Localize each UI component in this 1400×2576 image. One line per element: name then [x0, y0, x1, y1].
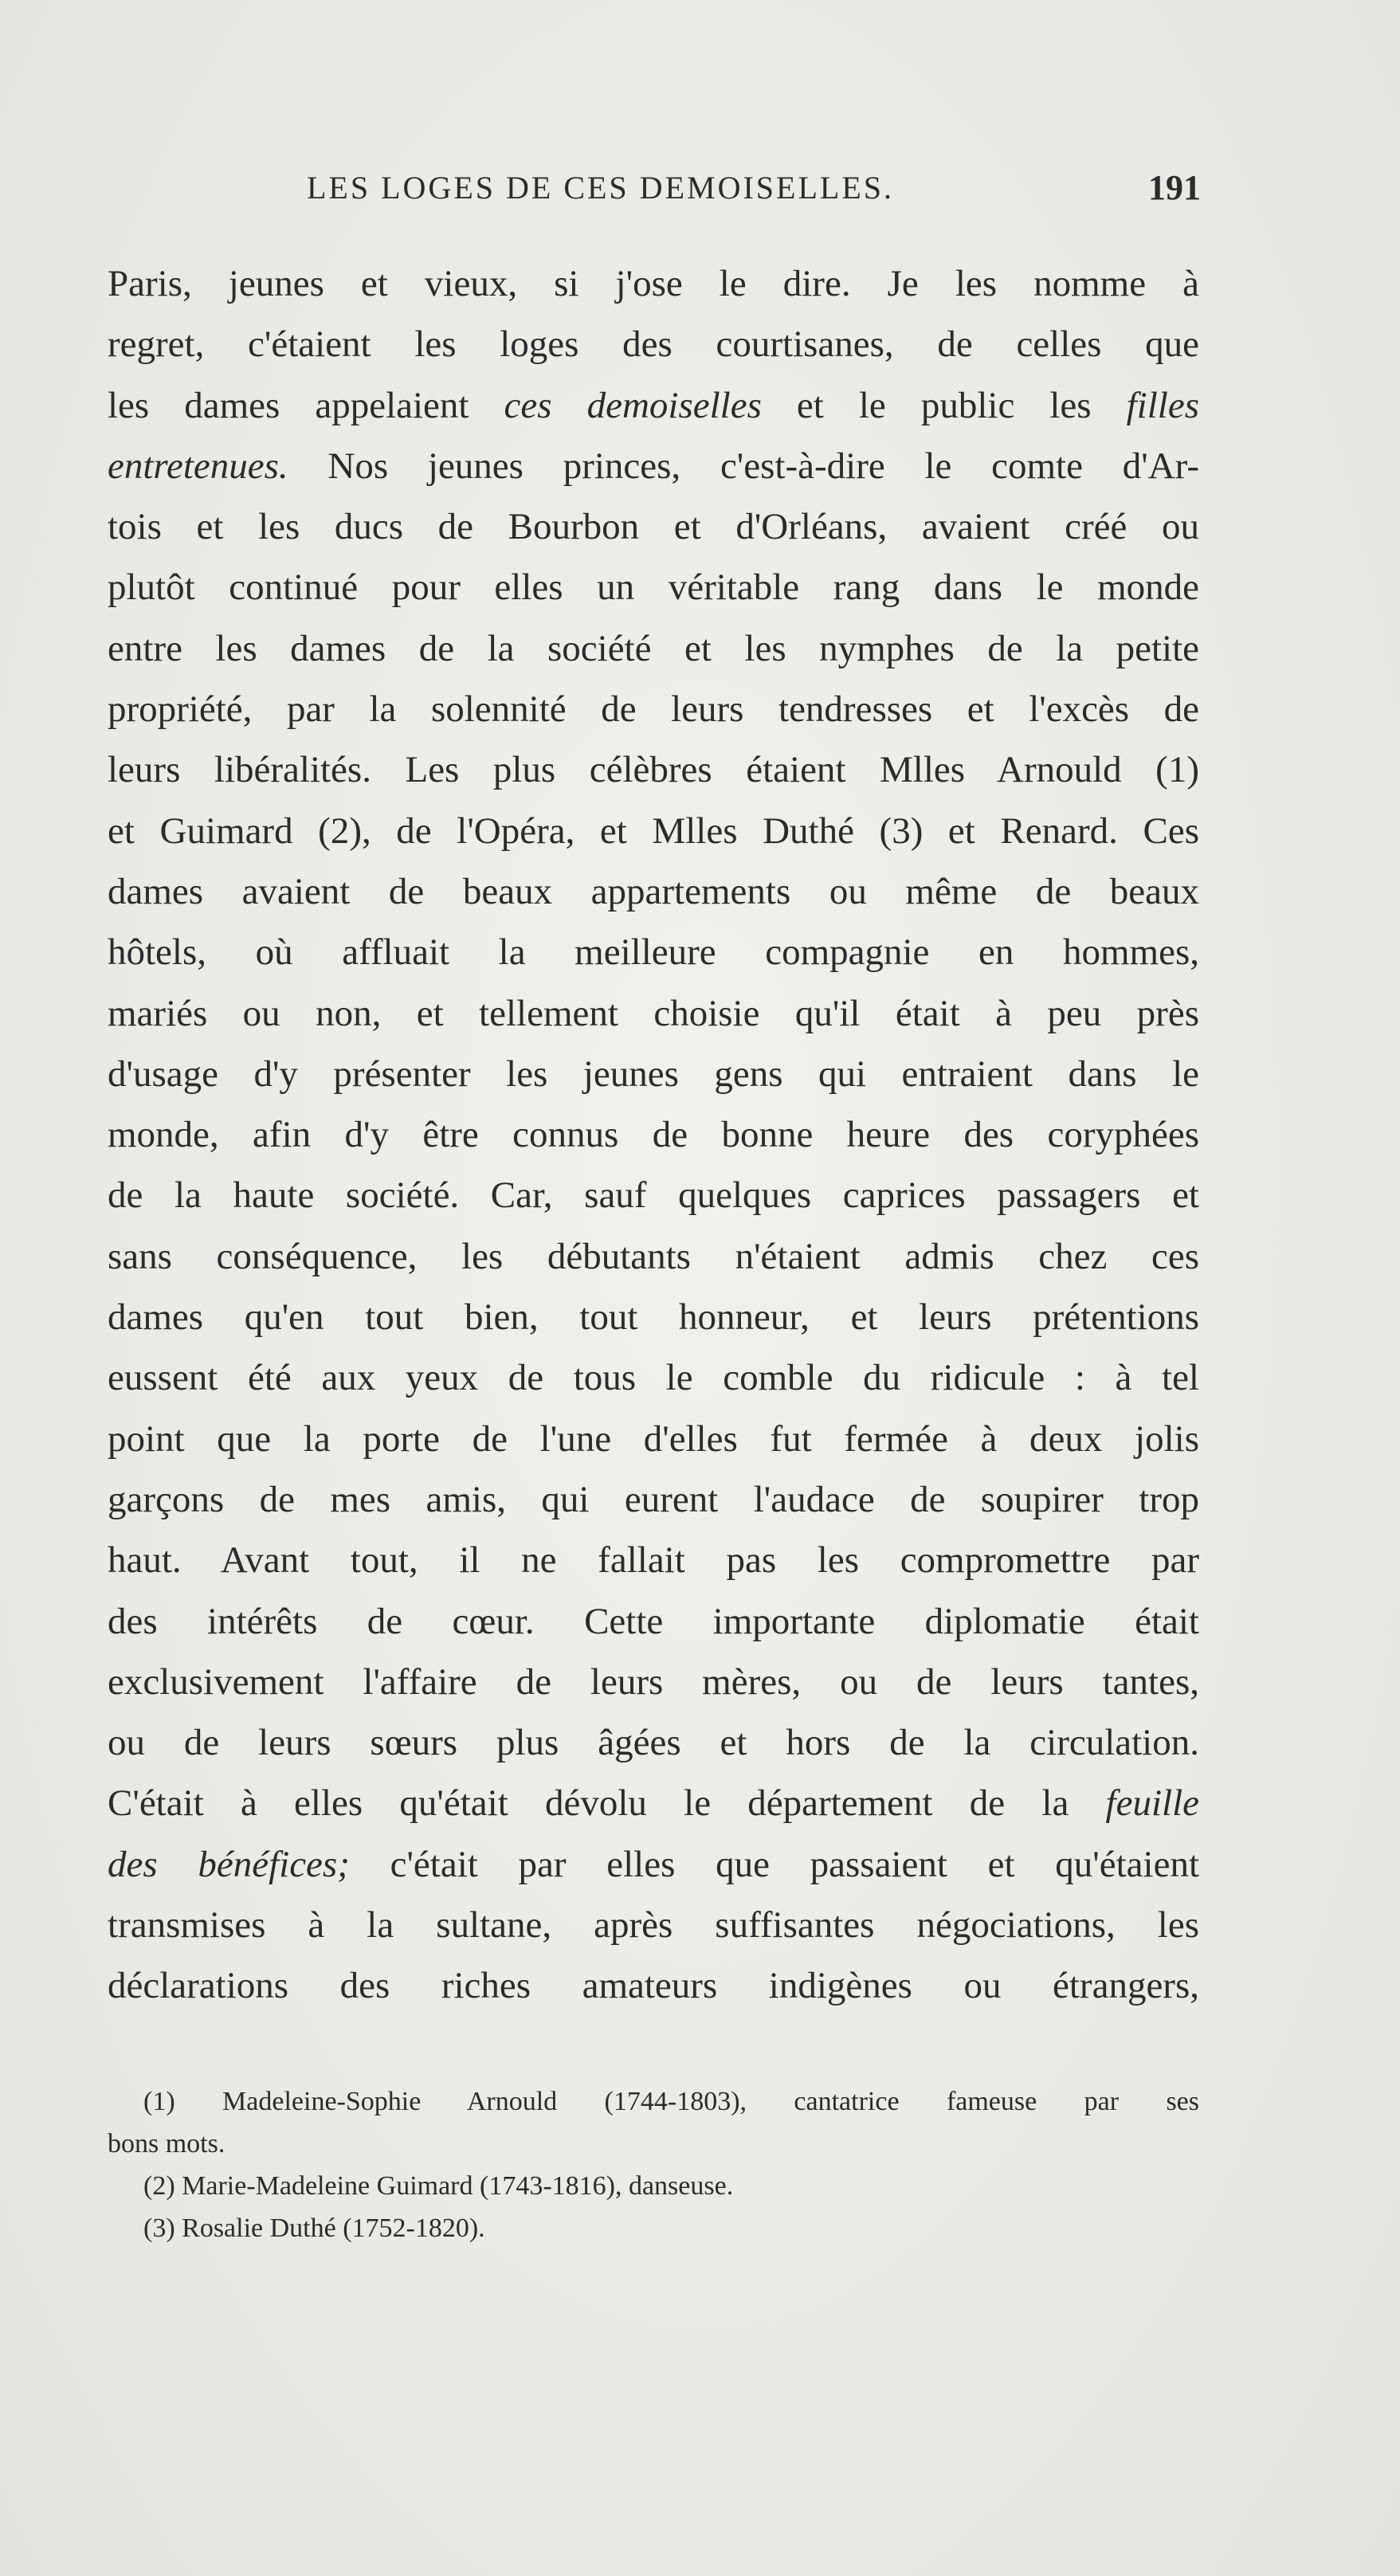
- footnote-2: (2) Marie-Madeleine Guimard (1743-1816), danseuse.: [143, 2171, 734, 2201]
- text-line: [108, 1347, 1199, 1408]
- text-segment: exclusivement l'affaire de leurs mères, ou de leurs tantes,: [108, 1660, 1199, 1703]
- text-line: [108, 1226, 1199, 1287]
- text-line: [108, 1044, 1199, 1104]
- text-segment: d'usage d'y présenter les jeunes gens qui entraient dans le: [108, 1053, 1199, 1095]
- footnotes: [108, 2081, 1199, 2250]
- page-number: 191: [1148, 168, 1201, 207]
- text-line: [108, 1773, 1199, 1833]
- text-line: [108, 983, 1199, 1044]
- text-segment: propriété, par la solennité de leurs tendresses et l'excès de: [108, 688, 1199, 731]
- text-segment: garçons de mes amis, qui eurent l'audace de soupirer trop: [108, 1478, 1199, 1520]
- text-segment: sans conséquence, les débutants n'étaient admis chez ces: [108, 1235, 1199, 1277]
- text-line: [108, 1104, 1199, 1165]
- italic-text: filles: [1126, 384, 1199, 426]
- text-segment: c'était par elles que passaient et qu'étaient: [349, 1843, 1200, 1885]
- italic-text: entretenues.: [108, 445, 288, 487]
- text-line: [108, 922, 1199, 982]
- footnote-3: (3) Rosalie Duthé (1752-1820).: [143, 2213, 485, 2243]
- text-line: [108, 1712, 1199, 1773]
- italic-text: ces demoiselles: [504, 384, 762, 426]
- text-segment: de la haute société. Car, sauf quelques caprices passagers et: [108, 1174, 1199, 1217]
- text-line: [108, 253, 1199, 314]
- text-segment: mariés ou non, et tellement choisie qu'il était à peu près: [108, 992, 1199, 1034]
- text-line: [108, 557, 1199, 618]
- text-segment: tois et les ducs de Bourbon et d'Orléans, avaient créé ou: [108, 506, 1199, 548]
- text-line: [108, 1287, 1199, 1347]
- text-segment: transmises à la sultane, après suffisantes négociations, les: [108, 1904, 1199, 1947]
- text-segment: monde, afin d'y être connus de bonne heure des coryphées: [108, 1114, 1199, 1156]
- body-text: [108, 253, 1199, 2017]
- text-segment: ou de leurs sœurs plus âgées et hors de la circulation.: [108, 1722, 1199, 1764]
- text-segment: entre les dames de la société et les nymphes de la petite: [108, 627, 1199, 669]
- text-line: [108, 1652, 1199, 1712]
- text-segment: dames avaient de beaux appartements ou même de beaux: [108, 870, 1199, 912]
- italic-text: feuille: [1105, 1782, 1199, 1825]
- text-line: [108, 801, 1199, 861]
- italic-text: des bénéfices;: [108, 1843, 350, 1885]
- text-line: [108, 1834, 1199, 1895]
- text-segment: Nos jeunes princes, c'est-à-dire le comte d'Ar-: [288, 445, 1199, 487]
- text-segment: dames qu'en tout bien, tout honneur, et leurs prétentions: [108, 1296, 1199, 1339]
- text-segment: point que la porte de l'une d'elles fut fermée à deux jolis: [108, 1417, 1199, 1460]
- text-segment: regret, c'étaient les loges des courtisanes, de celles que: [108, 323, 1199, 366]
- footnote-1: (1) Madeleine-Sophie Arnould (1744-1803), cantatrice fameuse par ses: [143, 2087, 1199, 2116]
- text-line: [108, 1409, 1199, 1469]
- text-segment: des intérêts de cœur. Cette importante diplomatie était: [108, 1600, 1199, 1642]
- text-segment: eussent été aux yeux de tous le comble du ridicule : à tel: [108, 1357, 1199, 1399]
- text-segment: et le public les: [761, 384, 1127, 426]
- text-segment: et Guimard (2), de l'Opéra, et Mlles Duthé (3) et Renard. Ces: [108, 810, 1199, 852]
- text-segment: hôtels, où affluait la meilleure compagnie en hommes,: [108, 931, 1199, 974]
- text-line: [108, 739, 1199, 800]
- text-line: [108, 1469, 1199, 1530]
- text-line: [108, 1955, 1199, 2016]
- text-line: [108, 861, 1199, 922]
- text-segment: leurs libéralités. Les plus célèbres étaient Mlles Arnould (1): [108, 749, 1199, 791]
- text-segment: les dames appelaient: [108, 384, 504, 426]
- running-title: LES LOGES DE CES DEMOISELLES.: [307, 170, 894, 206]
- text-line: [108, 1165, 1199, 1225]
- text-line: [108, 375, 1199, 436]
- footnote-1-continued: bons mots.: [108, 2129, 225, 2158]
- text-segment: C'était à elles qu'était dévolu le département de la: [108, 1782, 1106, 1825]
- text-line: [108, 1895, 1199, 1955]
- text-segment: plutôt continué pour elles un véritable rang dans le monde: [108, 567, 1199, 609]
- text-line: [108, 1591, 1199, 1652]
- text-line: [108, 618, 1199, 679]
- text-line: [108, 496, 1199, 557]
- text-segment: Paris, jeunes et vieux, si j'ose le dire. Je les nomme à: [108, 263, 1199, 304]
- text-segment: déclarations des riches amateurs indigènes ou étrangers,: [108, 1965, 1199, 2007]
- text-line: [108, 679, 1199, 739]
- text-line: [108, 1530, 1199, 1590]
- text-segment: haut. Avant tout, il ne fallait pas les compromettre par: [108, 1539, 1199, 1582]
- text-line: [108, 436, 1199, 496]
- text-line: [108, 314, 1199, 374]
